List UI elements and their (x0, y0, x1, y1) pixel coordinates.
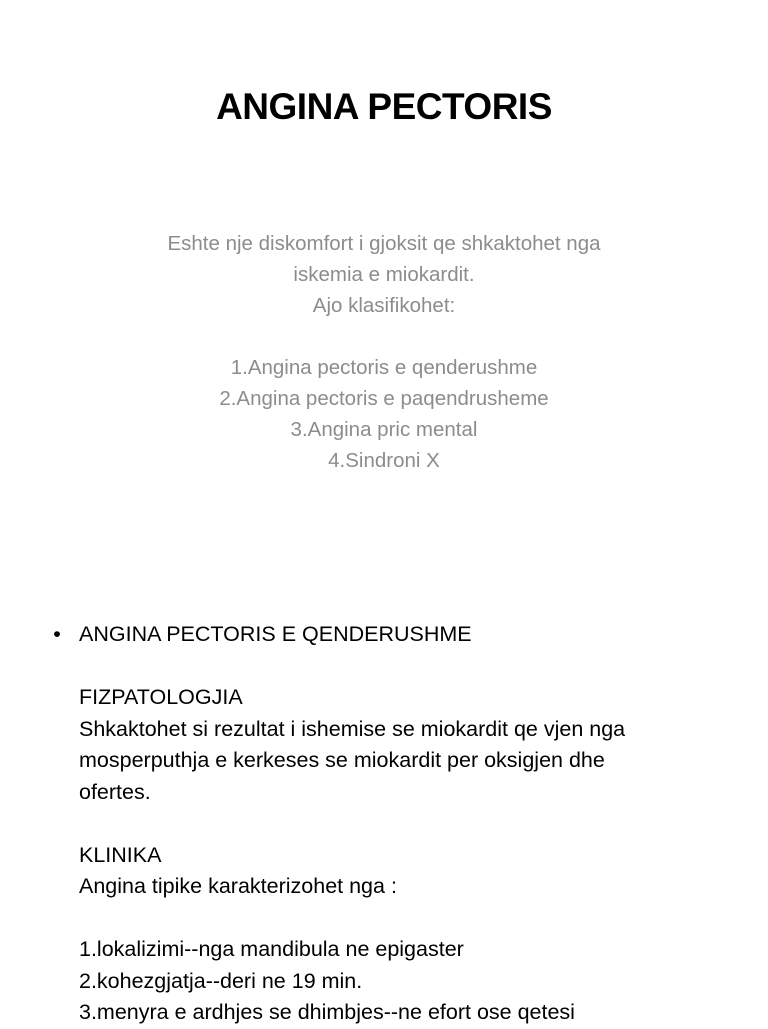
bullet-heading: ANGINA PECTORIS E QENDERUSHME (79, 622, 472, 646)
section-intro: Angina tipike karakterizohet nga : (79, 874, 397, 898)
list-item: 1.lokalizimi--nga mandibula ne epigaster (79, 937, 464, 961)
bullet-icon: • (53, 622, 61, 646)
classification-item: 3.Angina pric mental (290, 418, 478, 441)
spacer (79, 903, 739, 935)
spacer (79, 651, 739, 683)
spacer (79, 808, 739, 840)
slide-title: ANGINA PECTORIS (216, 86, 552, 127)
spacer (0, 321, 768, 352)
subtitle-block (0, 228, 768, 476)
bullet-body (79, 619, 739, 1029)
section-text-line: ofertes. (79, 779, 151, 804)
section-text-line: mosperputhja e kerkeses se miokardit per oksigjen dhe (79, 748, 605, 772)
classification-item: 4.Sindroni X (328, 449, 440, 472)
list-item: 2.kohezgjatja--deri ne 19 min. (79, 968, 363, 993)
section-text-line: Shkaktohet si rezultat i ishemise se miokardit qe vjen nga (79, 716, 626, 741)
section-title-klinika: KLINIKA (79, 842, 162, 867)
subtitle-line: iskemia e miokardit. (293, 263, 475, 286)
section-title-fizpatologjia: FIZPATOLOGJIA (79, 685, 243, 709)
subtitle-line: Ajo klasifikohet: (312, 294, 456, 317)
classification-item: 2.Angina pectoris e paqendrusheme (219, 387, 549, 410)
list-item: 3.menyra e ardhjes se dhimbjes--ne efort ose qetesi (79, 1000, 575, 1024)
subtitle-line: Eshte nje diskomfort i gjoksit qe shkaktohet nga (167, 232, 601, 255)
classification-item: 1.Angina pectoris e qenderushme (230, 356, 538, 379)
